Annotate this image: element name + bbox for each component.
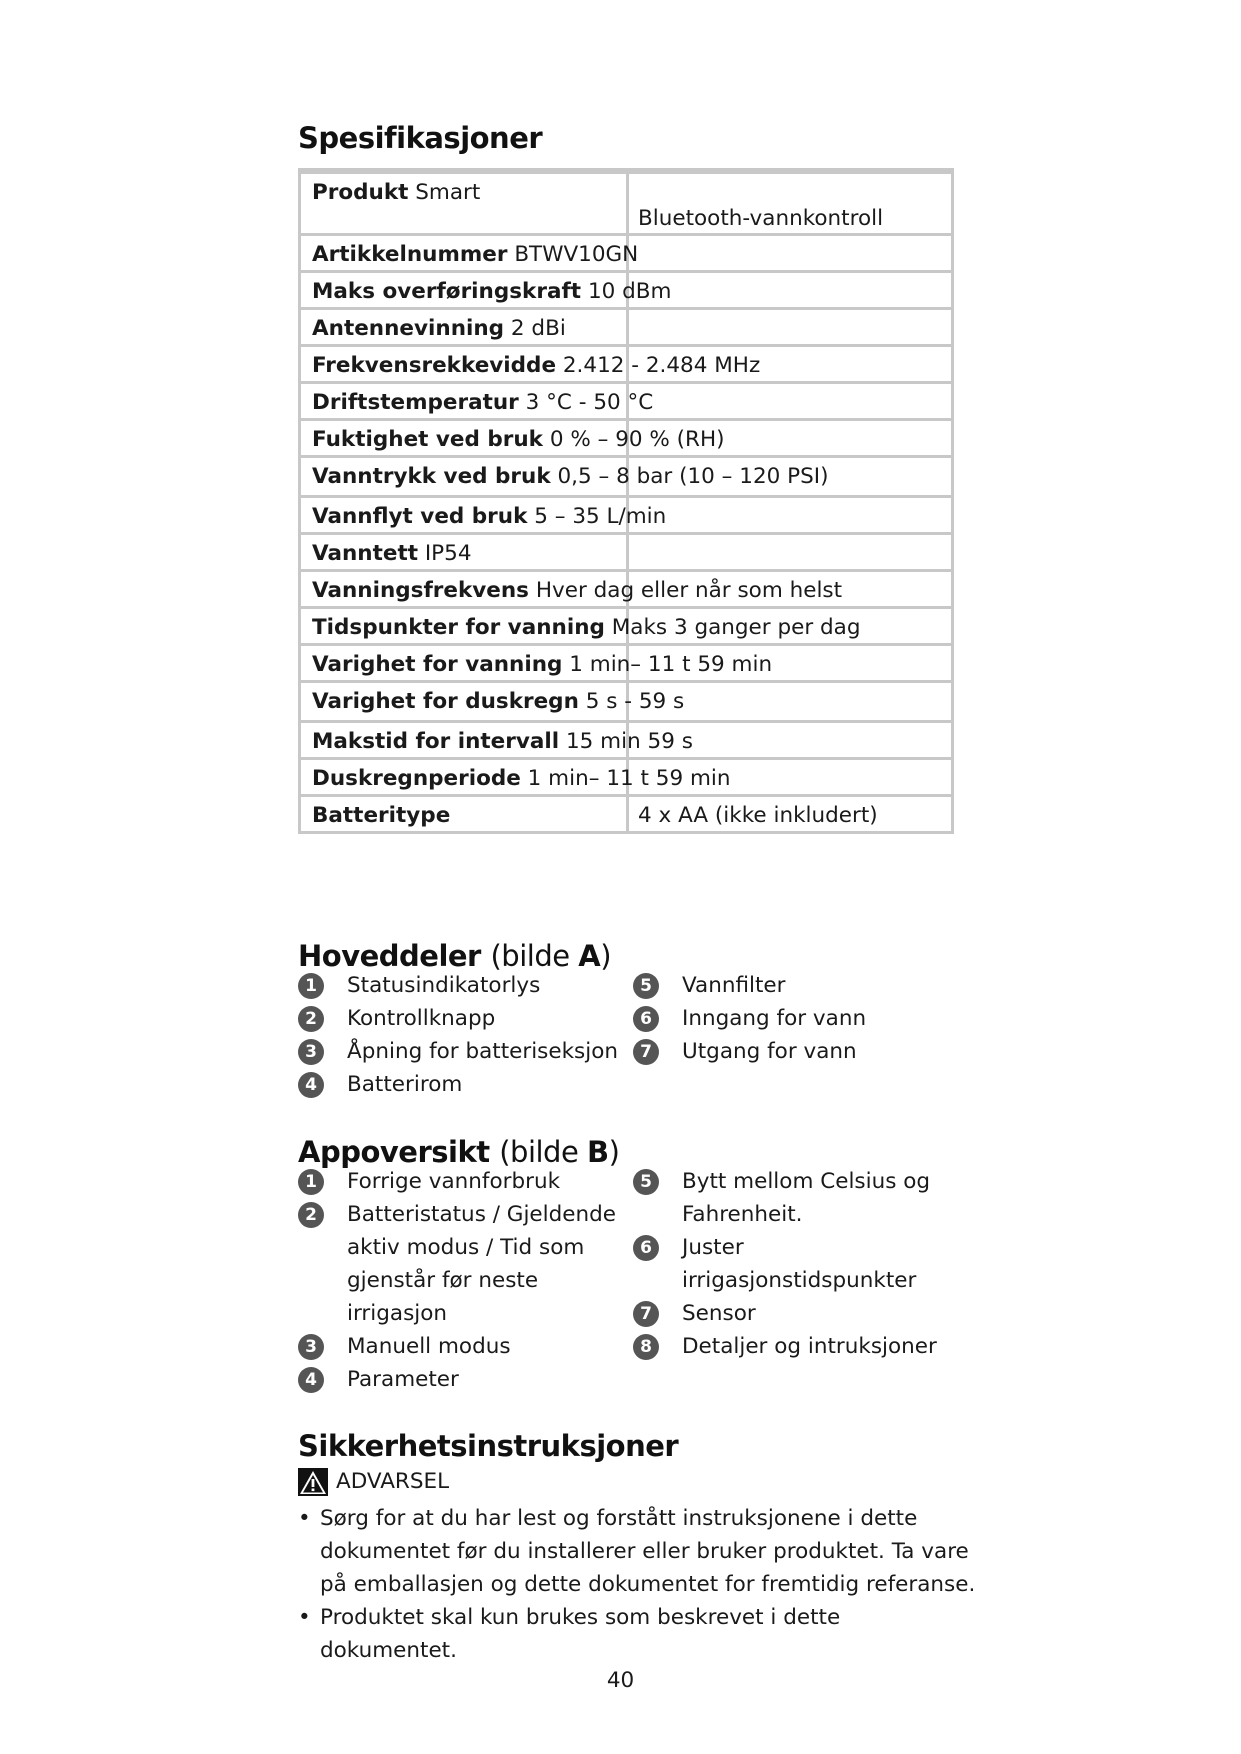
spec-row-text — [312, 797, 450, 829]
spec-table — [298, 168, 954, 834]
bullet-line: på emballasjen og dette dokumentet for fremtidig referanse. — [320, 1572, 976, 1597]
main-parts-list-left — [298, 969, 618, 1101]
app-overview-list-right — [633, 1165, 937, 1363]
spec-row — [301, 233, 951, 270]
bullet-line: Sørg for at du har lest og forstått instruksjonene i dette — [320, 1506, 918, 1531]
number-badge-icon: 2 — [298, 1006, 324, 1032]
bullet-line: Produktet skal kun brukes som beskrevet i dette dokumentet. — [320, 1605, 841, 1663]
spec-key: Batteritype — [312, 803, 451, 828]
spec-key: Vanntrykk ved bruk — [312, 464, 551, 489]
spec-row — [301, 171, 951, 233]
list-item — [633, 1330, 937, 1363]
spec-row-text — [312, 572, 842, 604]
spec-key: Vanntett — [312, 541, 418, 566]
bullet-line: dokumentet før du installerer eller bruker produktet. Ta vare — [320, 1539, 969, 1564]
bullet-dot-icon: • — [298, 1605, 311, 1630]
number-badge-icon: 4 — [298, 1367, 324, 1393]
spec-key: Driftstemperatur — [312, 390, 519, 415]
safety-bullet — [298, 1502, 978, 1601]
spec-row-text — [312, 421, 725, 453]
number-badge-icon: 4 — [298, 1072, 324, 1098]
main-parts-list-right — [633, 969, 866, 1068]
spec-right-value: Bluetooth-vannkontroll — [638, 206, 884, 231]
list-item-line: Fahrenheit. — [682, 1202, 803, 1227]
spec-row-text — [312, 609, 860, 641]
spec-value: Maks 3 ganger per dag — [611, 615, 861, 640]
number-badge-icon: 5 — [633, 973, 659, 999]
list-item — [298, 1363, 616, 1396]
list-item-label: Batterirom — [347, 1072, 463, 1097]
spec-right-value: 4 x AA (ikke inkludert) — [638, 803, 878, 828]
list-item — [298, 1330, 616, 1363]
spec-row-text — [312, 347, 760, 379]
spec-key: Vannflyt ved bruk — [312, 504, 528, 529]
list-item-line: irrigasjon — [347, 1301, 448, 1326]
spec-key: Tidspunkter for vanning — [312, 615, 605, 640]
spec-row — [301, 569, 951, 606]
spec-value: 5 s - 59 s — [585, 689, 685, 714]
list-item-label: Statusindikatorlys — [347, 973, 541, 998]
list-item — [298, 969, 618, 1002]
list-item-line: aktiv modus / Tid som — [347, 1235, 585, 1260]
spec-key: Antennevinning — [312, 316, 505, 341]
list-item-line: irrigasjonstidspunkter — [682, 1268, 917, 1293]
spec-key: Produkt — [312, 180, 409, 205]
list-item-line: Sensor — [682, 1301, 756, 1326]
spec-value: 15 min 59 s — [565, 729, 693, 754]
spec-value: 3 °C - 50 °C — [525, 390, 654, 415]
spec-key: Artikkelnummer — [312, 242, 508, 267]
spec-row — [301, 307, 951, 344]
spec-row — [301, 643, 951, 680]
number-badge-icon: 7 — [633, 1301, 659, 1327]
list-item — [298, 1165, 616, 1198]
spec-value: IP54 — [424, 541, 472, 566]
list-item-line: gjenstår før neste — [347, 1268, 539, 1293]
list-item-line: Detaljer og intruksjoner — [682, 1334, 937, 1359]
main-parts-title: Hoveddeler (bilde A) — [298, 939, 612, 973]
spec-row-text — [312, 646, 772, 678]
list-item-label: Åpning for batteriseksjon — [347, 1039, 619, 1064]
spec-row-text — [312, 458, 828, 490]
list-item-label: Vannfilter — [682, 973, 786, 998]
spec-row — [301, 794, 951, 831]
spec-row — [301, 757, 951, 794]
spec-row-text — [312, 760, 731, 792]
number-badge-icon: 1 — [298, 1169, 324, 1195]
number-badge-icon: 6 — [633, 1235, 659, 1261]
safety-bullet-list — [298, 1502, 978, 1667]
list-item — [633, 1165, 937, 1231]
warning-triangle-icon — [298, 1468, 328, 1496]
safety-title: Sikkerhetsinstruksjoner — [298, 1429, 679, 1463]
warning-label: ADVARSEL — [336, 1469, 450, 1494]
list-item-line: Forrige vannforbruk — [347, 1169, 561, 1194]
list-item-label: Utgang for vann — [682, 1039, 857, 1064]
spec-key: Varighet for duskregn — [312, 689, 579, 714]
list-item — [298, 1068, 618, 1101]
spec-row — [301, 270, 951, 307]
spec-value: BTWV10GN — [514, 242, 639, 267]
spec-row — [301, 495, 951, 532]
spec-row — [301, 344, 951, 381]
spec-row-text — [312, 174, 480, 206]
list-item-line: Bytt mellom Celsius og — [682, 1169, 931, 1194]
app-overview-title: Appoversikt (bilde B) — [298, 1135, 620, 1169]
spec-row — [301, 606, 951, 643]
spec-row — [301, 381, 951, 418]
list-item — [633, 1035, 866, 1068]
spec-value: 0,5 – 8 bar (10 – 120 PSI) — [557, 464, 829, 489]
spec-value: Hver dag eller når som helst — [535, 578, 843, 603]
safety-bullet — [298, 1601, 978, 1667]
spec-key: Varighet for vanning — [312, 652, 563, 677]
spec-key: Maks overføringskraft — [312, 279, 582, 304]
number-badge-icon: 8 — [633, 1334, 659, 1360]
spec-key: Makstid for intervall — [312, 729, 560, 754]
number-badge-icon: 1 — [298, 973, 324, 999]
spec-row — [301, 720, 951, 757]
bullet-dot-icon: • — [298, 1506, 311, 1531]
list-item-line: Manuell modus — [347, 1334, 511, 1359]
spec-value: 0 % – 90 % (RH) — [549, 427, 725, 452]
spec-row-text — [312, 498, 666, 530]
list-item — [298, 1035, 618, 1068]
spec-row-text — [312, 236, 638, 268]
spec-row — [301, 418, 951, 455]
spec-row-text — [312, 683, 684, 715]
number-badge-icon: 7 — [633, 1039, 659, 1065]
spec-value: 2 dBi — [510, 316, 566, 341]
number-badge-icon: 5 — [633, 1169, 659, 1195]
spec-row-text — [312, 723, 693, 755]
spec-key: Vanningsfrekvens — [312, 578, 529, 603]
app-overview-list-left — [298, 1165, 616, 1396]
list-item — [633, 1002, 866, 1035]
list-item — [298, 1198, 616, 1330]
spec-row-text — [312, 384, 653, 416]
number-badge-icon: 3 — [298, 1334, 324, 1360]
spec-key: Frekvensrekkevidde — [312, 353, 557, 378]
spec-row-text — [312, 273, 671, 305]
spec-key: Fuktighet ved bruk — [312, 427, 543, 452]
list-item-label: Inngang for vann — [682, 1006, 867, 1031]
list-item-line: Parameter — [347, 1367, 459, 1392]
list-item — [633, 1297, 937, 1330]
spec-value: 5 – 35 L/min — [534, 504, 667, 529]
list-item-line: Batteristatus / Gjeldende — [347, 1202, 617, 1227]
spec-value: 2.412 - 2.484 MHz — [562, 353, 761, 378]
spec-row — [301, 532, 951, 569]
spec-value: Smart — [415, 180, 481, 205]
spec-key: Duskregnperiode — [312, 766, 521, 791]
list-item-line: Juster — [682, 1235, 744, 1260]
spec-value: 1 min– 11 t 59 min — [527, 766, 731, 791]
list-item-label: Kontrollknapp — [347, 1006, 496, 1031]
spec-row-text — [312, 535, 472, 567]
spec-value: 1 min– 11 t 59 min — [569, 652, 773, 677]
number-badge-icon: 2 — [298, 1202, 324, 1228]
spec-row — [301, 455, 951, 495]
list-item — [298, 1002, 618, 1035]
number-badge-icon: 6 — [633, 1006, 659, 1032]
list-item — [633, 1231, 937, 1297]
list-item — [633, 969, 866, 1002]
spec-title: Spesifikasjoner — [298, 121, 543, 155]
number-badge-icon: 3 — [298, 1039, 324, 1065]
spec-row-text — [312, 310, 566, 342]
spec-row — [301, 680, 951, 720]
page-number: 40 — [606, 1668, 635, 1693]
spec-value: 10 dBm — [587, 279, 672, 304]
